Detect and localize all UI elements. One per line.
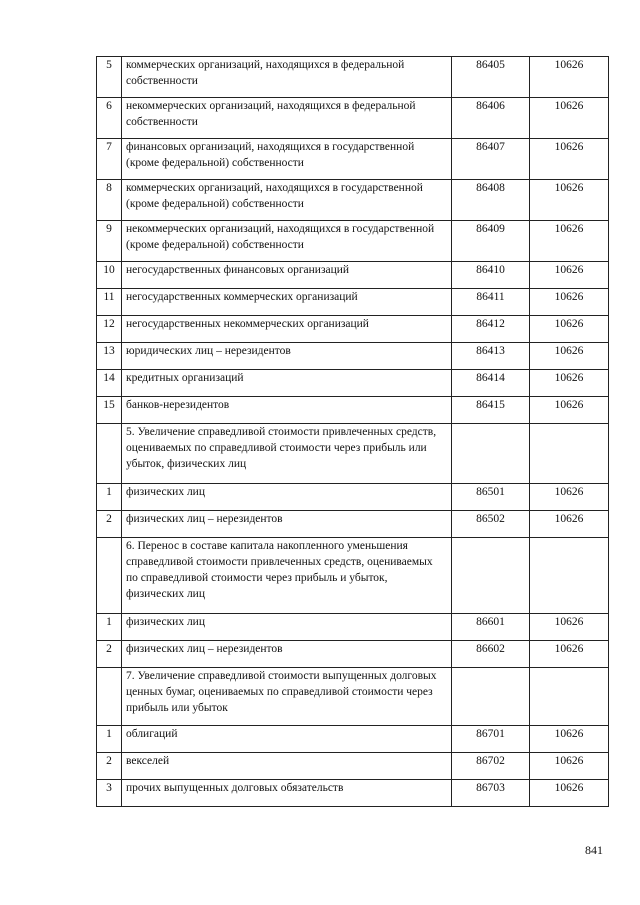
code2-cell [530,424,609,484]
row-name: прочих выпущенных долговых обязательств [122,780,452,807]
page-number: 841 [585,843,603,857]
symbol-code: 10626 [530,289,609,316]
row-number: 2 [97,641,122,668]
account-code: 86405 [452,57,530,98]
symbol-code: 10626 [530,641,609,668]
row-name: облигаций [122,726,452,753]
code2-cell [530,538,609,614]
row-name: кредитных организаций [122,370,452,397]
symbol-code: 10626 [530,484,609,511]
account-code: 86703 [452,780,530,807]
row-number: 2 [97,753,122,780]
table-row [97,397,609,424]
row-name: физических лиц – нерезидентов [122,641,452,668]
table-row [97,139,609,180]
row-number: 14 [97,370,122,397]
symbol-code: 10626 [530,397,609,424]
account-code: 86411 [452,289,530,316]
row-name: негосударственных коммерческих организаций [122,289,452,316]
row-number: 6 [97,98,122,139]
symbol-code: 10626 [530,370,609,397]
table-row [97,180,609,221]
row-name: физических лиц [122,484,452,511]
row-name: негосударственных некоммерческих организаций [122,316,452,343]
section-row [97,538,609,614]
symbol-code: 10626 [530,343,609,370]
row-number: 15 [97,397,122,424]
table-row [97,780,609,807]
account-code: 86410 [452,262,530,289]
row-name: коммерческих организаций, находящихся в федеральной собственности [122,57,452,98]
row-number: 1 [97,614,122,641]
account-code: 86409 [452,221,530,262]
account-code: 86602 [452,641,530,668]
row-number: 1 [97,484,122,511]
table-row [97,484,609,511]
section-title: 7. Увеличение справедливой стоимости выпущенных долговых ценных бумаг, оцениваемых по справедливой стоимости через прибыль или убыток [122,668,452,726]
row-number: 1 [97,726,122,753]
symbol-code: 10626 [530,316,609,343]
symbol-code: 10626 [530,262,609,289]
symbol-code: 10626 [530,98,609,139]
table-row [97,641,609,668]
row-number: 13 [97,343,122,370]
account-code: 86412 [452,316,530,343]
code-cell [452,538,530,614]
row-number: 11 [97,289,122,316]
account-code: 86408 [452,180,530,221]
row-number: 7 [97,139,122,180]
symbol-code: 10626 [530,180,609,221]
row-number: 9 [97,221,122,262]
row-number: 10 [97,262,122,289]
table-row [97,726,609,753]
row-number: 8 [97,180,122,221]
account-code: 86413 [452,343,530,370]
accounts-table [96,56,609,807]
symbol-code: 10626 [530,139,609,180]
code2-cell [530,668,609,726]
symbol-code: 10626 [530,221,609,262]
section-row [97,668,609,726]
row-number: 5 [97,57,122,98]
table-row [97,289,609,316]
symbol-code: 10626 [530,780,609,807]
row-number: 2 [97,511,122,538]
accounts-table-body [97,57,609,807]
row-number-cell [97,668,122,726]
row-number: 12 [97,316,122,343]
table-row [97,221,609,262]
row-number-cell [97,424,122,484]
account-code: 86414 [452,370,530,397]
table-row [97,370,609,397]
symbol-code: 10626 [530,753,609,780]
table-row [97,98,609,139]
table-row [97,753,609,780]
symbol-code: 10626 [530,614,609,641]
account-code: 86502 [452,511,530,538]
table-row [97,262,609,289]
account-code: 86501 [452,484,530,511]
account-code: 86407 [452,139,530,180]
row-name: физических лиц [122,614,452,641]
table-row [97,316,609,343]
row-name: банков-нерезидентов [122,397,452,424]
row-name: коммерческих организаций, находящихся в государственной (кроме федеральной) собственности [122,180,452,221]
section-title: 5. Увеличение справедливой стоимости привлеченных средств, оцениваемых по справедливой стоимости через прибыль или убыток, физических лиц [122,424,452,484]
account-code: 86702 [452,753,530,780]
table-row [97,614,609,641]
account-code: 86415 [452,397,530,424]
row-name: юридических лиц – нерезидентов [122,343,452,370]
section-row [97,424,609,484]
row-name: векселей [122,753,452,780]
row-name: финансовых организаций, находящихся в государственной (кроме федеральной) собственности [122,139,452,180]
row-number-cell [97,538,122,614]
code-cell [452,668,530,726]
row-number: 3 [97,780,122,807]
symbol-code: 10626 [530,57,609,98]
row-name: некоммерческих организаций, находящихся в федеральной собственности [122,98,452,139]
account-code: 86701 [452,726,530,753]
symbol-code: 10626 [530,511,609,538]
account-code: 86601 [452,614,530,641]
table-row [97,511,609,538]
table-row [97,57,609,98]
code-cell [452,424,530,484]
row-name: негосударственных финансовых организаций [122,262,452,289]
table-row [97,343,609,370]
section-title: 6. Перенос в составе капитала накопленного уменьшения справедливой стоимости привлеченных средств, оцениваемых по справедливой стоимости через прибыль и убыток, физических лиц [122,538,452,614]
account-code: 86406 [452,98,530,139]
symbol-code: 10626 [530,726,609,753]
row-name: некоммерческих организаций, находящихся в государственной (кроме федеральной) собственности [122,221,452,262]
row-name: физических лиц – нерезидентов [122,511,452,538]
